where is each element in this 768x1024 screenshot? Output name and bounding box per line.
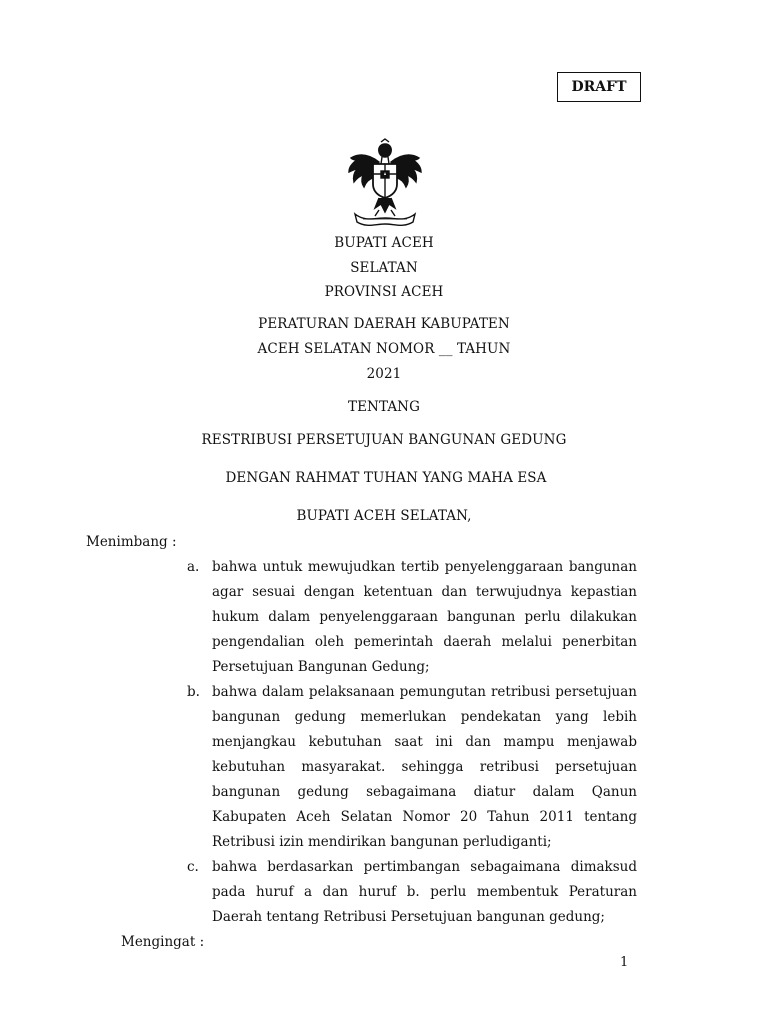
bupati-signatory: BUPATI ACEH SELATAN,	[296, 508, 472, 524]
list-item	[183, 855, 637, 930]
header-line-1: BUPATI ACEH	[334, 235, 434, 251]
list-item-text: bahwa untuk mewujudkan tertib penyelenggaraan bangunan agar sesuai dengan ketentuan dan terwujudnya kepastian hukum dalam penyelenggaraan bangunan perlu dilakukan pengendalian oleh pemerintah daerah melalui penerbitan Persetujuan Bangunan Gedung;	[212, 559, 637, 675]
tentang-heading: TENTANG	[348, 399, 420, 415]
header-line-2: SELATAN	[350, 260, 418, 276]
header-line-3: PROVINSI ACEH	[324, 284, 444, 300]
garuda-emblem-icon	[345, 138, 425, 230]
mengingat-label: Mengingat :	[121, 934, 205, 950]
list-item-text: bahwa berdasarkan pertimbangan sebagaimana dimaksud pada huruf a dan huruf b. perlu membentuk Peraturan Daerah tentang Retribusi Persetujuan bangunan gedung;	[212, 859, 637, 925]
draft-label: DRAFT	[571, 79, 627, 95]
list-marker: b.	[187, 684, 200, 700]
page-number: 1	[620, 955, 629, 970]
list-item-text: bahwa dalam pelaksanaan pemungutan retribusi persetujuan bangunan gedung memerlukan pendekatan yang lebih menjangkau kebutuhan saat ini dan mampu menjawab kebutuhan masyarakat. sehingga retribusi persetujuan bangunan gedung sebagaimana diatur dalam Qanun Kabupaten Aceh Selatan Nomor 20 Tahun 2011 tentang Retribusi izin mendirikan bangunan perludiganti;	[212, 684, 637, 850]
rahmat-line: DENGAN RAHMAT TUHAN YANG MAHA ESA	[225, 470, 547, 486]
draft-stamp	[557, 72, 641, 102]
regulation-subject: RESTRIBUSI PERSETUJUAN BANGUNAN GEDUNG	[201, 432, 567, 448]
list-marker: a.	[187, 559, 200, 575]
regulation-title-1: PERATURAN DAERAH KABUPATEN	[258, 316, 510, 332]
list-item	[183, 555, 637, 680]
list-marker: c.	[187, 859, 199, 875]
list-item	[183, 680, 637, 855]
regulation-year: 2021	[366, 366, 402, 382]
regulation-title-2: ACEH SELATAN NOMOR __ TAHUN	[257, 341, 511, 357]
menimbang-label: Menimbang :	[86, 534, 177, 550]
